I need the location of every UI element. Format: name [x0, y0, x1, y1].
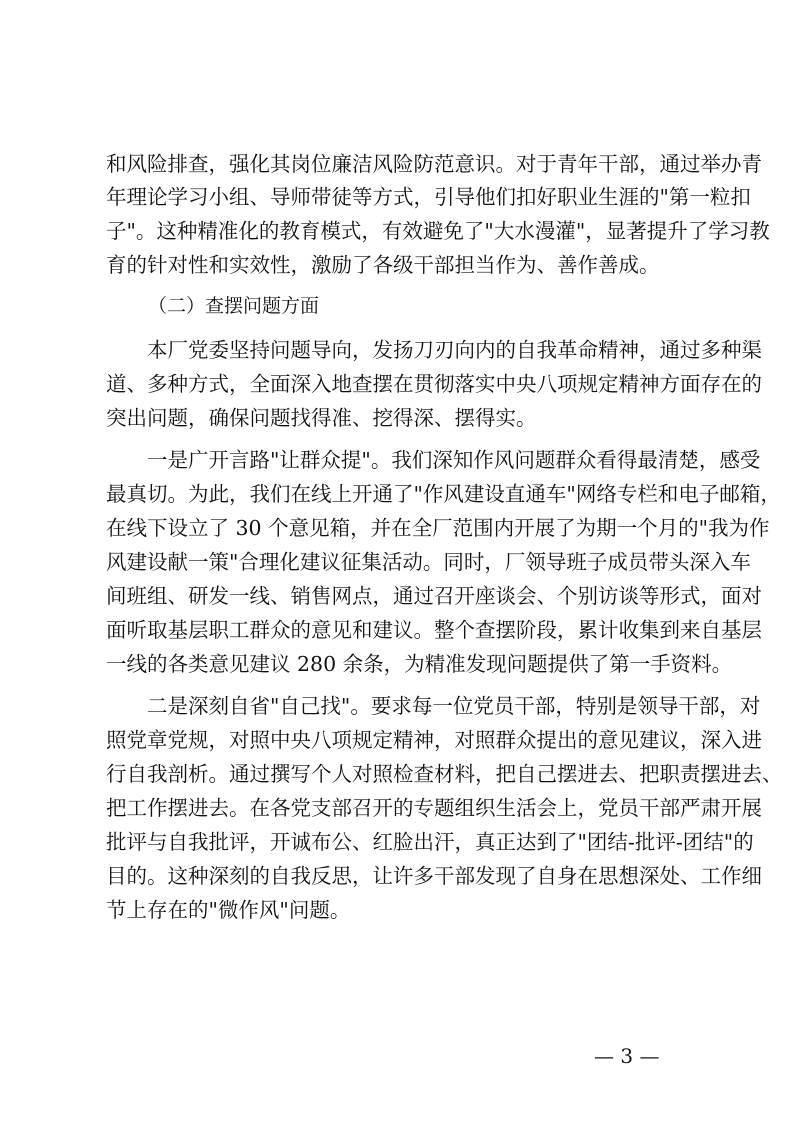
paragraph-line: 突出问题，确保问题找得准、挖得深、摆得实。	[106, 406, 537, 430]
paragraph-line: 本厂党委坚持问题导向，发扬刀刃向内的自我革命精神，通过多种渠	[106, 338, 762, 362]
paragraph-line: 照党章党规，对照中央八项规定精神，对照群众提出的意见建议，深入进	[106, 728, 762, 752]
paragraph-line: 年理论学习小组、导师带徒等方式，引导他们扣好职业生涯的"第一粒扣	[106, 185, 751, 209]
paragraph-line: 风建设献一策"合理化建议征集活动。同时，厂领导班子成员带头深入车	[106, 550, 751, 574]
paragraph-line: 节上存在的"微作风"问题。	[106, 898, 351, 922]
paragraph-line: 子"。这种精准化的教育模式，有效避免了"大水漫灌"，显著提升了学习教	[106, 219, 770, 243]
section-heading: （二）查摆问题方面	[148, 295, 320, 317]
paragraph-line: 面听取基层职工群众的意见和建议。整个查摆阶段，累计收集到来自基层	[106, 618, 762, 642]
paragraph-line: 目的。这种深刻的自我反思，让许多干部发现了自身在思想深处、工作细	[106, 864, 762, 888]
paragraph-line: 间班组、研发一线、销售网点，通过召开座谈会、个别访谈等形式，面对	[106, 584, 762, 608]
paragraph-line: 二是深刻自省"自己找"。要求每一位党员干部，特别是领导干部，对	[106, 694, 761, 718]
page-number: — 3 —	[594, 1044, 660, 1068]
paragraph-line: 一是广开言路"让群众提"。我们深知作风问题群众看得最清楚，感受	[106, 448, 761, 472]
paragraph-line: 批评与自我批评，开诚布公、红脸出汗，真正达到了"团结-批评-团结"的	[106, 830, 754, 854]
paragraph-line: 把工作摆进去。在各党支部召开的专题组织生活会上，党员干部严肃开展	[106, 796, 762, 820]
paragraph-line: 和风险排查，强化其岗位廉洁风险防范意识。对于青年干部，通过举办青	[106, 152, 762, 176]
paragraph-line: 最真切。为此，我们在线上开通了"作风建设直通车"网络专栏和电子邮箱，	[106, 482, 781, 506]
paragraph-line: 道、多种方式，全面深入地查摆在贯彻落实中央八项规定精神方面存在的	[106, 372, 762, 396]
paragraph-line: 在线下设立了 30 个意见箱，并在全厂范围内开展了为期一个月的"我为作	[106, 516, 770, 540]
paragraph-line: 行自我剖析。通过撰写个人对照检查材料，把自己摆进去、把职责摆进去、	[106, 762, 783, 786]
paragraph-line: 一线的各类意见建议 280 余条，为精准发现问题提供了第一手资料。	[106, 652, 733, 676]
paragraph-line: 育的针对性和实效性，激励了各级干部担当作为、善作善成。	[106, 253, 660, 277]
